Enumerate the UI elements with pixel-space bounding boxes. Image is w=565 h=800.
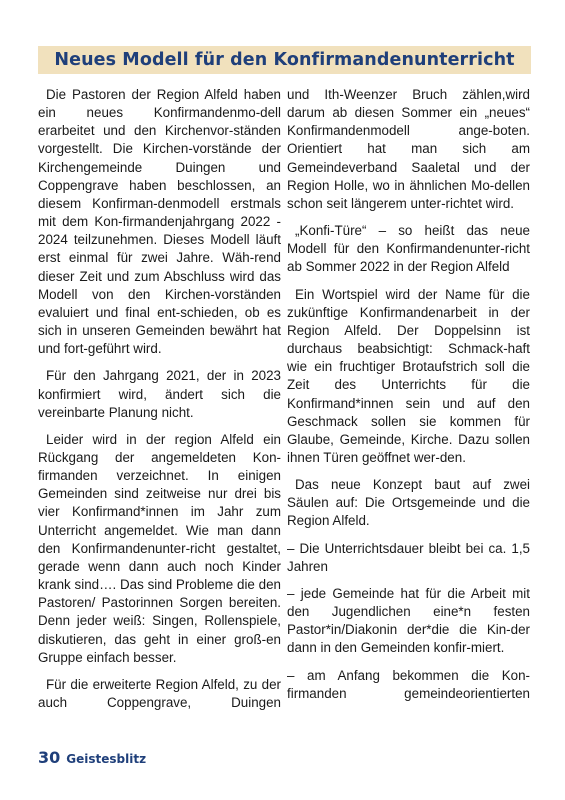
- article-title-bar: [38, 46, 531, 74]
- page-number: 30: [38, 748, 61, 767]
- list-item: – am Anfang bekommen die Kon-firmanden gemeindeorientierten: [287, 667, 530, 701]
- article-title: Neues Modell für den Konfirmandenunterricht: [54, 50, 515, 70]
- list-item: – Die Unterrichtsdauer bleibt bei ca. 1,5 Jahren: [287, 540, 530, 574]
- paragraph: und Ith-Weenzer Bruch zählen,wird darum ab diesen Sommer ein „neues“ Konfirmandenmodell ange-boten. Orientiert hat man sich am Gemeindeverband Saaletal und der Region Holle, wo in ähnlichen Mo-dellen schon seit längerem unter-richtet wird.: [287, 87, 530, 211]
- magazine-name: Geistesblitz: [66, 752, 147, 766]
- paragraph: Die Pastoren der Region Alfeld haben ein neues Konfirmandenmo-dell erarbeitet und den Kirchenvor-ständen vorgestellt. Die Kirchen-vorstände der Kirchengemeinde Duingen und Coppengrave haben beschlossen, an diesem Konfirman-denmodell erstmals mit dem Kon-firmandenjahrgang 2022 - 2024 teilzunehmen. Dieses Modell läuft erst einmal für zwei Jahre. Wäh-rend dieser Zeit und zum Abschluss wird das Modell von den Kirchen-vorständen evaluiert und final ent-schieden, ob es sich in unseren Gemeinden bewährt hat und fort-geführt wird.: [38, 87, 281, 357]
- page-footer: [38, 748, 146, 767]
- paragraph: Das neue Konzept baut auf zwei Säulen auf: Die Ortsgemeinde und die Region Alfeld.: [287, 477, 530, 529]
- paragraph: Leider wird in der region Alfeld ein Rückgang der angemeldeten Kon-firmanden verzeichnet. In einigen Gemeinden sind zeitweise nur drei bis vier Konfirmand*innen im Jahr zum Unterricht angemeldet. Wie man dann den Konfirmandenunter-richt gestaltet, gerade wenn dann auch noch Kinder krank sind…. Das sind Probleme die den Pastoren/ Pastorinnen Sorgen bereiten. Denn jeder weiß: Singen, Rollenspiele, diskutieren, das geht in einer groß-en Gruppe einfach besser.: [38, 431, 281, 665]
- right-column: [287, 86, 530, 703]
- paragraph: „Konfi-Türe“ – so heißt das neue Modell für den Konfirmandenunter-richt ab Sommer 2022 in der Region Alfeld: [287, 223, 530, 275]
- paragraph: Ein Wortspiel wird der Name für die zukünftige Konfirmandenarbeit in der Region Alfeld. Der Doppelsinn ist durchaus beabsichtigt: Schmack-haft wie ein fruchtiger Brotaufstrich soll die Zeit des Unterrichts für die Konfirmand*innen sein und auf den Geschmack sollen sie kommen für Glaube, Gemeinde, Kirche. Dazu sollen ihnen Türen geöffnet wer-den.: [287, 286, 530, 465]
- paragraph: Für den Jahrgang 2021, der in 2023 konfirmiert wird, ändert sich die vereinbarte Planung nicht.: [38, 368, 281, 420]
- left-column: [38, 86, 281, 712]
- paragraph: Für die erweiterte Region Alfeld, zu der auch Coppengrave, Duingen: [38, 676, 281, 710]
- list-item: – jede Gemeinde hat für die Arbeit mit den Jugendlichen eine*n festen Pastor*in/Diakonin der*die die Kin-der dann in den Gemeinden konfir-miert.: [287, 585, 530, 656]
